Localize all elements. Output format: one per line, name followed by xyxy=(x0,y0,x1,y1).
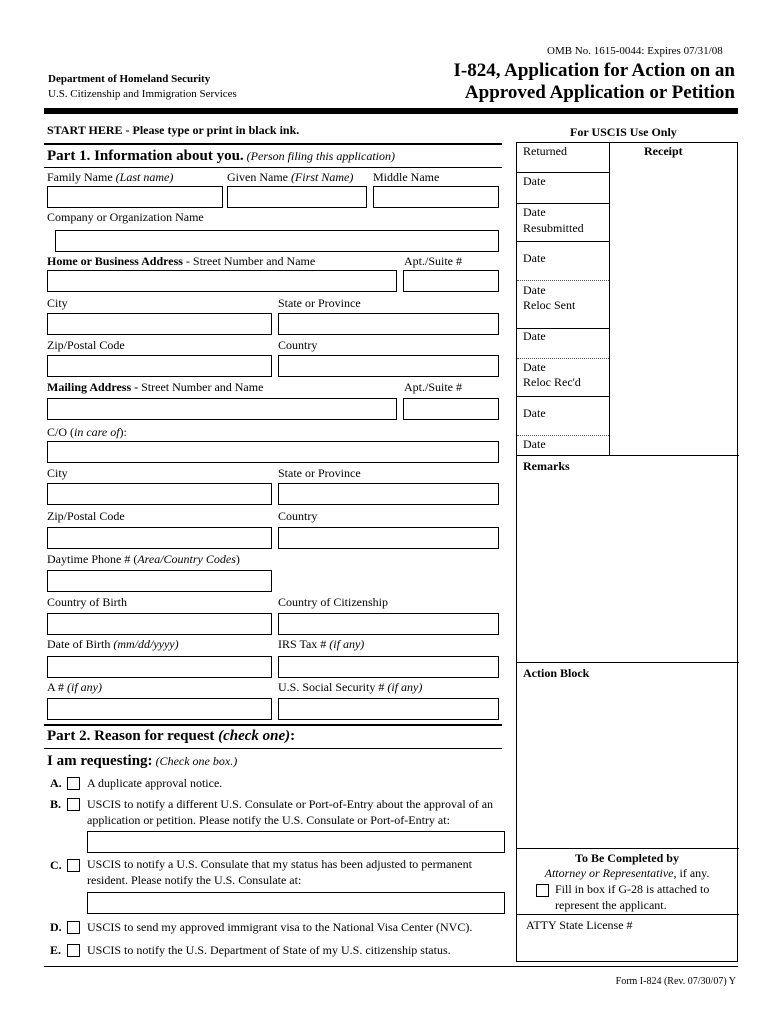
company-input[interactable] xyxy=(55,230,499,252)
home-apt-input[interactable] xyxy=(403,270,499,292)
option-b-line1: USCIS to notify a different U.S. Consulate or Port-of-Entry about the approval of an xyxy=(87,797,494,811)
mailing-address-label: Mailing Address - Street Number and Name xyxy=(47,380,264,394)
family-name-label: Family Name (Last name) xyxy=(47,170,174,184)
given-name-input[interactable] xyxy=(227,186,367,208)
home-zip-label: Zip/Postal Code xyxy=(47,338,125,352)
mailing-city-input[interactable] xyxy=(47,483,272,505)
option-a-checkbox[interactable] xyxy=(67,777,80,790)
g28-checkbox[interactable] xyxy=(536,884,549,897)
irs-label: IRS Tax # (if any) xyxy=(278,637,365,651)
mailing-country-input[interactable] xyxy=(278,527,499,549)
form-footer: Form I-824 (Rev. 07/30/07) Y xyxy=(615,976,736,987)
omb-number: OMB No. 1615-0044: Expires 07/31/08 xyxy=(547,45,723,57)
option-d-checkbox[interactable] xyxy=(67,921,80,934)
mailing-country-label: Country xyxy=(278,509,318,523)
part2-subrule xyxy=(44,748,502,749)
uscis-dotted-1 xyxy=(517,280,609,281)
option-d-label: USCIS to send my approved immigrant visa to the National Visa Center (NVC). xyxy=(87,920,473,934)
bottom-rule xyxy=(44,966,738,967)
mailing-apt-label: Apt./Suite # xyxy=(404,380,463,394)
phone-label: Daytime Phone # (Area/Country Codes) xyxy=(47,552,240,566)
uscis-divider-5 xyxy=(517,396,609,397)
mailing-zip-input[interactable] xyxy=(47,527,272,549)
date-label-8: Date xyxy=(523,437,546,451)
uscis-use-panel xyxy=(516,142,738,962)
option-b-checkbox[interactable] xyxy=(67,798,80,811)
home-apt-label: Apt./Suite # xyxy=(404,254,463,268)
reloc-recd-date-label: Date xyxy=(523,406,546,420)
tbc-fill-line1: Fill in box if G-28 is attached to xyxy=(555,882,710,896)
home-city-input[interactable] xyxy=(47,313,272,335)
given-name-label: Given Name (First Name) xyxy=(227,170,354,184)
ssn-input[interactable] xyxy=(278,698,499,720)
resubmitted-label: Resubmitted xyxy=(523,221,584,235)
company-label: Company or Organization Name xyxy=(47,210,204,224)
header-rule xyxy=(44,108,738,114)
part2-rule xyxy=(44,724,502,726)
mailing-state-input[interactable] xyxy=(278,483,499,505)
requesting-heading: I am requesting: (Check one box.) xyxy=(47,753,238,769)
option-c-consulate-input[interactable] xyxy=(87,892,505,914)
uscis-dotted-2 xyxy=(517,358,609,359)
part2-heading: Part 2. Reason for request (check one): xyxy=(47,728,296,744)
home-address-label: Home or Business Address - Street Number and Name xyxy=(47,254,316,268)
option-c-line1: USCIS to notify a U.S. Consulate that my status has been adjusted to permanent xyxy=(87,857,472,871)
mailing-street-input[interactable] xyxy=(47,398,397,420)
citizenship-country-label: Country of Citizenship xyxy=(278,595,388,609)
home-state-input[interactable] xyxy=(278,313,499,335)
part1-heading xyxy=(47,147,395,165)
department-name: Department of Homeland Security xyxy=(48,73,211,85)
irs-input[interactable] xyxy=(278,656,499,678)
action-block-area[interactable] xyxy=(517,663,737,848)
uscis-divider-3 xyxy=(517,241,609,242)
citizenship-country-input[interactable] xyxy=(278,613,499,635)
home-country-input[interactable] xyxy=(278,355,499,377)
option-c-checkbox[interactable] xyxy=(67,859,80,872)
option-b-consulate-input[interactable] xyxy=(87,831,505,853)
a-number-label: A # (if any) xyxy=(47,680,103,694)
form-title-line2: Approved Application or Petition xyxy=(464,82,735,103)
option-e-checkbox[interactable] xyxy=(67,944,80,957)
option-e-letter: E. xyxy=(50,943,62,957)
start-here-instruction: START HERE - Please type or print in black ink. xyxy=(47,123,300,137)
option-c-letter: C. xyxy=(50,858,62,872)
option-e-label: USCIS to notify the U.S. Department of State of my U.S. citizenship status. xyxy=(87,943,451,957)
tbc-line1: Attorney or Representative, if any. xyxy=(544,866,710,880)
part1-title: Part 1. Information about you. xyxy=(47,148,244,164)
reloc-sent-label: Reloc Sent xyxy=(523,298,576,312)
care-of-label: C/O (in care of): xyxy=(47,425,127,439)
action-block-label: Action Block xyxy=(523,666,590,680)
resubmitted-date-label: Date xyxy=(523,251,546,265)
option-a-letter: A. xyxy=(50,776,62,790)
home-country-label: Country xyxy=(278,338,318,352)
dob-input[interactable] xyxy=(47,656,272,678)
returned-label: Returned xyxy=(523,144,567,158)
part1-subtitle: (Person filing this application) xyxy=(246,149,395,163)
date-label-6: Date xyxy=(523,360,546,374)
phone-input[interactable] xyxy=(47,570,272,592)
mailing-zip-label: Zip/Postal Code xyxy=(47,509,125,523)
option-b-line2: application or petition. Please notify the U.S. Consulate or Port-of-Entry at: xyxy=(87,813,450,827)
part1-rule xyxy=(44,143,502,145)
date-label-4: Date xyxy=(523,283,546,297)
atty-license-input[interactable] xyxy=(517,915,737,961)
birth-country-input[interactable] xyxy=(47,613,272,635)
uscis-divider-2 xyxy=(517,203,609,204)
remarks-area[interactable] xyxy=(517,456,737,662)
family-name-input[interactable] xyxy=(47,186,223,208)
home-zip-input[interactable] xyxy=(47,355,272,377)
care-of-input[interactable] xyxy=(47,441,499,463)
uscis-use-heading: For USCIS Use Only xyxy=(570,125,677,139)
home-state-label: State or Province xyxy=(278,296,361,310)
middle-name-input[interactable] xyxy=(373,186,499,208)
uscis-column-divider xyxy=(609,143,610,455)
returned-date-label: Date xyxy=(523,174,546,188)
date-label-2: Date xyxy=(523,205,546,219)
form-title-line1: I-824, Application for Action on an xyxy=(453,60,735,81)
uscis-dotted-3 xyxy=(517,435,609,436)
reloc-sent-date-label: Date xyxy=(523,329,546,343)
uscis-divider-1 xyxy=(517,172,609,173)
home-street-input[interactable] xyxy=(47,270,397,292)
receipt-label: Receipt xyxy=(644,144,683,158)
mailing-city-label: City xyxy=(47,466,68,480)
option-a-label: A duplicate approval notice. xyxy=(87,776,223,790)
tbc-fill-line2: represent the applicant. xyxy=(555,898,667,912)
option-b-letter: B. xyxy=(50,797,62,811)
remarks-label: Remarks xyxy=(523,459,570,473)
tbc-divider xyxy=(517,848,739,849)
dob-label: Date of Birth (mm/dd/yyyy) xyxy=(47,637,179,651)
a-number-input[interactable] xyxy=(47,698,272,720)
option-d-letter: D. xyxy=(50,920,62,934)
part1-subrule xyxy=(44,167,502,168)
home-city-label: City xyxy=(47,296,68,310)
birth-country-label: Country of Birth xyxy=(47,595,127,609)
agency-name: U.S. Citizenship and Immigration Services xyxy=(48,88,237,100)
mailing-apt-input[interactable] xyxy=(403,398,499,420)
ssn-label: U.S. Social Security # (if any) xyxy=(278,680,423,694)
mailing-state-label: State or Province xyxy=(278,466,361,480)
tbc-title: To Be Completed by xyxy=(575,851,679,865)
atty-license-label: ATTY State License # xyxy=(526,918,633,932)
option-c-line2: resident. Please notify the U.S. Consulate at: xyxy=(87,873,302,887)
middle-name-label: Middle Name xyxy=(373,170,440,184)
reloc-recd-label: Reloc Rec'd xyxy=(523,375,581,389)
